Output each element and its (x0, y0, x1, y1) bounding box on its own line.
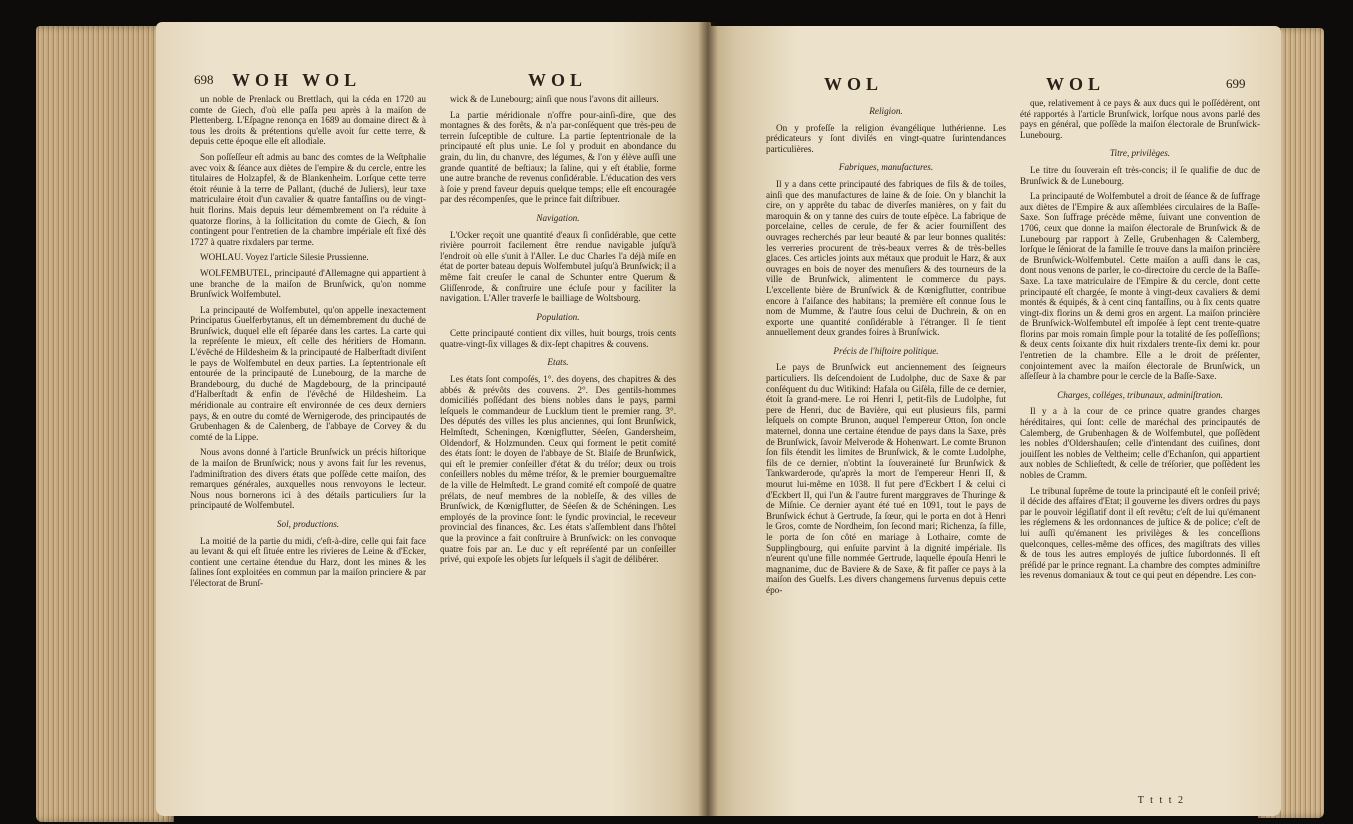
paragraph: La principauté de Wolfembutel, qu'on appelle inexactement Principatus Guelferbytanus, eſt un démembrement du duché de Brunſwick, duquel elle eſt ſéparée dans les cartes. La carte qui la repréſente le mieux, eſt celle des héritiers de Homann. L'évêché de Hildesheim & la principauté de Halberſtadt diviſent le pays de Wolfembutel en deux parties. La ſeptentrionale eſt entourée de la principauté de Lunebourg, de la marche de Brandebourg, du duché de Magdebourg, de la principauté d'Halberſtadt & enfin de l'évêché de Hildesheim. La méridionale au contraire eſt environnée de ces deux derniers pays, & en outre du comté de Wernigerode, des principautés de Grubenhagen & de Calenberg, de l'abbaye de Corvey & du comté de la Lippe. (190, 304, 426, 442)
running-header-left: WOL (824, 74, 884, 94)
paragraph: WOLFEMBUTEL, principauté d'Allemagne qui appartient à une branche de la maiſon de Brunſwick, qu'on nomme Brunſwick Wolfembutel. (190, 267, 426, 300)
paragraph: Son poſſeſſeur eſt admis au banc des comtes de la Weſtphalie avec voix & ſéance aux diètes de l'empire & du cercle, entre les titulaires de Holzapfel, & de Blankenheim. Lorſque cette terre étoit réunie à la terre de Pallant, (duché de Juliers), leur taxe matriculaire étoit d'un cavalier & quatre fantaſſins ou de vingt-huit florins. Mais depuis leur démembrement on l'a réduite à quatorze florins, à la ſollicitation du comte de Giech, & ſon contingent pour l'entretien de la chambre impériale eſt fixé dès 1727 à quatre rixdalers par terme. (190, 151, 426, 247)
paragraph: La principauté de Wolfembutel a droit de ſéance & de ſuffrage aux diètes de l'Empire & aux aſſemblées circulaires de la Baſſe-Saxe. Son ſuffrage précède même, ſuivant une convention de 1706, ceux que donne la maiſon électorale de Brunſwick & de Lunebourg par rapport à Zelle, Grubenhagen & Calemberg, lorſque le ſéniorat de la famille ſe trouve dans la maiſon princière de Brunſwick-Wolfembutel. Cette maiſon a auſſi dans le cas, dont nous venons de parler, le co-directoire du cercle de la Baſſe-Saxe. La taxe matriculaire de l'Empire & du cercle, dont cette principauté eſt chargée, ſe monte à vingt-deux cavaliers & demi montés & équipés, & à cent cinq fantaſſins, ou à ſix cents quatre vingt-dix florins un & demi gros en argent. La maiſon princière de Brunſwick-Wolfembutel eſt impoſée à ſept cent trente-quatre florins par mois romain ſimple pour la totalité de ſes poſſeſſions; & deux cents ſoixante dix huit rixdalers trente-ſix demi kr. pour l'entretien de la chambre. Elle a le droit de préſenter, conjointement avec la maiſon électorale de Brunſwick, un aſſeſſeur à la chambre pour le cercle de la Baſſe-Saxe. (1020, 191, 1260, 382)
section-heading: Charges, colléges, tribunaux, adminiſtration. (1057, 389, 1223, 400)
paragraph: WOHLAU. Voyez l'article Silesie Prussienne. (200, 252, 369, 263)
paragraph: On y profeſſe la religion évangélique luthérienne. Les prédicateurs y ſont diviſés en vingt-quatre ſurintendances particulières. (766, 122, 1006, 154)
right-page (706, 26, 1281, 816)
left-page (156, 22, 711, 816)
paragraph: wick & de Lunebourg; ainſi que nous l'avons dit ailleurs. (450, 94, 659, 104)
paragraph: Les états ſont compoſés, 1°. des doyens, des chapitres & des abbés & prévôts des couvens. 2°. Des gentils-hommes domiciliés poſſédant des biens nobles dans le pays, parmi leſquels le commandeur de Lucklum tient le premier rang. 3°. Des députés des villes les plus anciennes, qui ſont Brunſwick, Helmſtedt, Scheningen, Kœnigflutter, Séeſen, Gandersheim, Oldendorf, & Holzmunden. Ceux qui forment le petit comité des états ſont: le doyen de l'abbaye de St. Blaiſe de Brunſwick, qui eſt le premier conſeiller d'état & du tréſor; deux ou trois conſeillers nobles du même tréſor, & le premier bourguemaître de la ville de Helmſtedt. Le grand comité eſt compoſé de quatre prélats, de neuf membres de la nobleſſe, & des villes de Brunſwick, de Kœnigflutter, de Séeſen & de Schéningen. Les employés de la province ſont: le ſyndic provincial, le receveur provincial des finances, &c. Les états s'aſſemblent dans l'hôtel que la province a fait conſtruire à Brunſwick: on les convoque quatre fois par an. Le duc y eſt repréſenté par un conſeiller privé, qui expoſe les objets ſur leſquels il s'agit de délibérer. (440, 374, 676, 565)
book (6, 4, 1348, 820)
page-number: 698 (194, 72, 214, 87)
paragraph: La moitié de la partie du midi, c'eſt-à-dire, celle qui fait face au levant & qui eſt ſituée entre les rivieres de Leine & d'Ecker, contient une certaine étendue du Harz, dont les mines & les ſalines ſont exploitées en commun par la maiſon princiere & par l'électorat de Brunſ- (190, 535, 426, 588)
section-heading: Navigation. (536, 212, 580, 223)
paragraph: Le pays de Brunſwick eut anciennement des ſeigneurs particuliers. Ils deſcendoient de Ludolphe, duc de Saxe & par conſéquent du duc Witikind: Hafala ou Giſèla, fille de ce dernier, étoit ſa grand-mere. Le roi Henri I, petit-fils de Ludolphe, fut pere de Henri, duc de Bavière, qui eut plusieurs fils, parmi leſquels on compte Brunon, auquel l'empereur Otton, ſon oncle maternel, donna une certaine étendue de pays dans la Saxe, près de Brunſwick, ſavoir Melverode & Hohenwart. Le comte Brunon ſon fils étendit les limites de Brunſwick, & le comte Ludolphe, fils de ce dernier, n'obtint la ſouveraineté ſur Brunſwick & Tankwarderode, qu'après la mort de l'empereur Henri II, & mourut lui-même en 1038. Il fut pere d'Eckbert I & celui ci d'Eckbert II, qui l'un & l'autre furent marggraves de Thuringe & de Miſnie. Ce dernier ayant été tué en 1091, tout le pays de Brunſwick échut à Gertrude, ſa ſœur, qui le porta en dot à Henri le Gros, comte de Nordheim, ſon ſecond mari; Richenza, ſa fille, le porta de ſon côté en mariage à Lothaire, comte de Supplingbourg, qui enſuite parvint à la dignité impériale. Ils n'eurent qu'une fille nommée Gertrude, laquelle épouſa Henri le magnanime, duc de Baviere & de Saxe, & fit paſſer ce pays à la maiſon des Guelfs. Les divers changemens ſurvenus depuis cette épo- (766, 362, 1006, 595)
paragraph: que, relativement à ce pays & aux ducs qui le poſſédèrent, ont été rapportés à l'article Brunſwick, lorſque nous avons parlé des pays en général, que poſſède la maiſon électorale de Brunſwick-Lunebourg. (1020, 98, 1260, 140)
section-heading: Etats. (547, 357, 569, 368)
paragraph: La partie méridionale n'offre pour-ainſi-dire, que des montagnes & des forêts, & n'a par-conſéquent que très-peu de terrein ſuſceptible de culture. La partie ſeptentrionale de la principauté eſt plus unie. Le ſol y produit en abondance du grain, du lin, du chanvre, des légumes, & l'on y élève auſſi une grande quantité de beſtiaux; la ſaline, qui y eſt établie, forme une autre branche de revenus conſidérable. L'éducation des vers à ſoie y prend faveur depuis quelque temps; elle eſt encouragée par des récompenſes, que le prince fait diſtribuer. (440, 109, 676, 205)
signature-mark: T t t t 2 (1137, 795, 1185, 806)
paragraph: Nous avons donné à l'article Brunſwick un précis hiſtorique de la maiſon de Brunſwick; nous y avons fait ſur les revenus, l'adminiſtration des divers états que poſſède cette maiſon, des remarques générales, auxquelles nous renvoyons le lecteur. Nous nous bornerons ici à des détails particuliers ſur la principauté de Wolfembutel. (190, 447, 426, 511)
paragraph: Le tribunal ſuprême de toute la principauté eſt le conſeil privé; il décide des affaires d'Etat; il gouverne les divers ordres du pays par le pouvoir légiſlatif dont il eſt revêtu; c'eſt de lui qu'émanent les réglemens & les ordonnances de juſtice & de police; c'eſt de lui auſſi qu'émanent les privilèges & les conceſſions quelconques, celles-même des offices, des magiſtrats des villes & de tous les autres employés de juſtice ſubordonnés. Il eſt préſidé par le prince regnant. La chambre des comptes adminiſtre les revenus domaniaux & tout ce qui peut en dépendre. Les con- (1020, 485, 1260, 581)
page-number: 699 (1226, 76, 1246, 91)
paragraph: Il y a dans cette principauté des fabriques de fils & de toiles, ainſi que des manufactures de laine & de ſoie. On y blanchit la cire, on y apprête du tabac de diverſes manières, on y fait du maroquin & on y tanne des cuirs de toute eſpèce. La fabrique de porcelaine, celles de cerule, de fer & acier fourniſſent des ouvrages recherchés par leur beauté & par leur bonnes qualités: les verreries procurent de très-beaux verres & de très-belles glaces. Ces articles joints aux métaux que produit le Harz, & aux ouvrages en bois de noyer des menuſiers & des tourneurs de la ville de Brunſwick, alimentent le commerce du pays. L'excellente bière de Brunſwick & de Kœnigflutter, contribue encore à l'aiſance des habitans; la première eſt connue ſous le nom de Mumme, & l'autre ſous celui de Duchrein, & on en exporte une quantité conſidérable à l'étranger. Il ſe tient annuellement deux grandes foires à Brunſwick. (766, 178, 1006, 338)
section-heading: Sol, productions. (276, 518, 340, 529)
section-heading: Fabriques, manufactures. (838, 162, 934, 173)
running-header-right: WOL (528, 70, 588, 90)
section-heading: Religion. (869, 106, 903, 116)
section-heading: Précis de l'hiſtoire politique. (833, 345, 939, 356)
left-page-column-2 (440, 94, 676, 570)
running-header-left: WOH WOL (232, 70, 362, 90)
section-heading: Titre, privilèges. (1109, 148, 1171, 159)
paragraph: Cette principauté contient dix villes, huit bourgs, trois cents quatre-vingt-ſix villages & dix-ſept chapitres & couvens. (440, 328, 676, 349)
running-header-right: WOL (1046, 74, 1106, 94)
right-page-column-2 (1020, 98, 1260, 586)
left-page-column-1 (190, 94, 426, 594)
right-page-column-1 (766, 98, 1006, 601)
paragraph: un noble de Prenlack ou Brettlach, qui la céda en 1720 au comte de Giech, d'où elle paſſa peu après à la maiſon de Plettenberg. L'Eſpagne renonça en 1689 au domaine direct & à tous les droits & prétentions qu'elle avoit ſur cette terre, & depuis cette époque elle eſt allodiale. (190, 94, 426, 147)
section-heading: Population. (536, 311, 580, 322)
left-page-edges (36, 26, 174, 822)
paragraph: Le titre du ſouverain eſt très-concis; il ſe qualifie de duc de Brunſwick & de Lunebourg. (1020, 164, 1260, 186)
paragraph: L'Ocker reçoit une quantité d'eaux ſi conſidérable, que cette rivière pourroit facilement être rendue navigable juſqu'à l'endroit où elle s'unit à l'Aller. Le duc Charles l'a déjà miſe en état de porter bateau depuis Wolfembutel juſqu'à Brunſwick; il a même fait creuſer le canal de Schunter entre Querum & Gliſſenrode, & conſtruire une écluſe pour y faciliter la navigation. L'Aller traverſe le bailliage de Woltsbourg. (440, 229, 676, 304)
gutter-shadow (698, 22, 718, 816)
paragraph: Il y a à la cour de ce prince quatre grandes charges héréditaires, qui ſont: celle de maréchal des principautés de Calemberg, de Grubenhagen & de Wolfembutel, que poſſèdent les nobles d'Oldershauſen; celle d'intendant des cuiſines, dont jouiſſent les nobles de Veltheim; celle d'Echanſon, qui appartient aux nobles de Schlieſtedt, & celle de tréſorier, que poſſèdent les nobles de Cramm. (1020, 406, 1260, 480)
